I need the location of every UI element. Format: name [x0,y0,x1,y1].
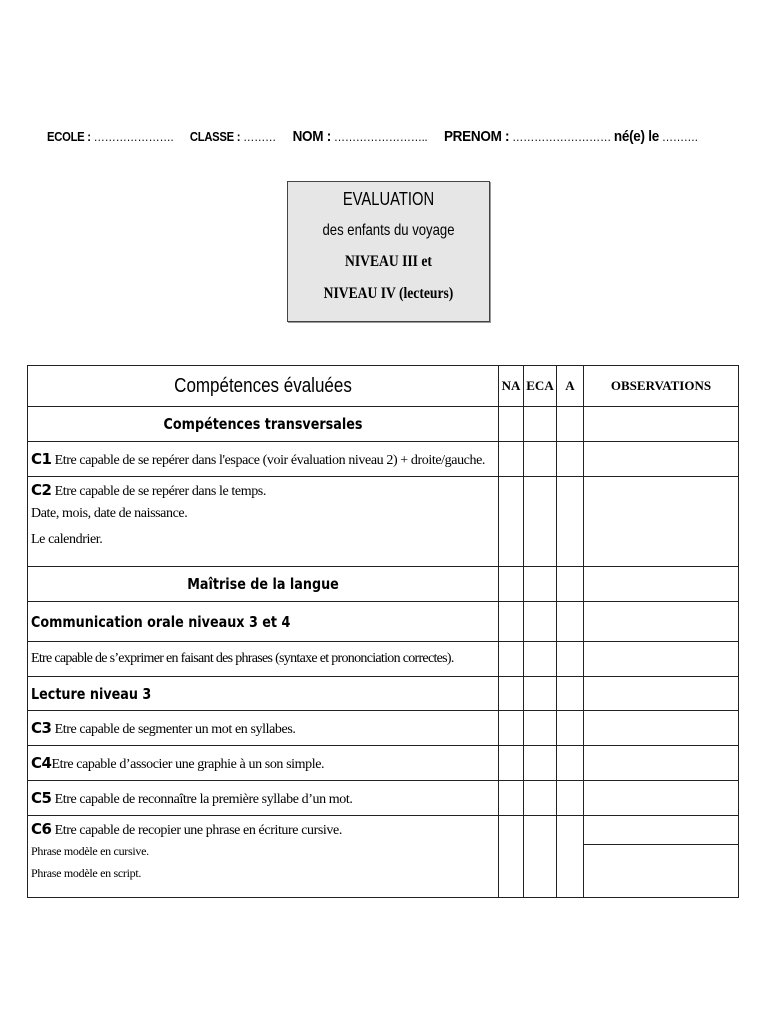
na-cell[interactable] [499,477,524,567]
competence-detail: Phrase modèle en script. [31,866,142,880]
eca-cell[interactable] [524,642,557,677]
observations-cell[interactable] [584,642,739,677]
section-title-transversales: Compétences transversales [163,415,363,433]
evaluation-title-box [287,181,490,322]
observations-cell[interactable] [584,781,739,816]
eca-cell[interactable] [524,407,557,442]
eca-cell[interactable] [524,677,557,711]
a-cell[interactable] [557,677,584,711]
title-line-3: NIVEAU III et [345,253,432,270]
observations-cell[interactable] [584,442,739,477]
competence-text: Etre capable de se repérer dans le temps. [54,484,266,499]
competence-text: Etre capable de se repérer dans l'espace (voir évaluation niveau 2) + droite/gauche. [54,452,485,468]
subsection-row [28,677,739,711]
classe-label: CLASSE : [189,130,241,144]
competence-text: Etre capable de segmenter un mot en syllabes. [54,721,296,737]
eca-cell[interactable] [524,711,557,746]
na-cell[interactable] [499,442,524,477]
nom-field[interactable]: …………………….. [333,130,428,144]
table-row [28,746,739,781]
table-row [28,816,739,898]
observations-cell[interactable] [584,407,739,442]
observations-cell[interactable] [584,711,739,746]
na-cell[interactable] [499,677,524,711]
a-cell[interactable] [557,746,584,781]
table-header-row [28,366,739,407]
classe-field[interactable]: ……… [243,130,277,144]
observations-divider [584,816,738,845]
eca-cell[interactable] [524,567,557,602]
prenom-label: PRENOM : [443,128,510,145]
a-cell[interactable] [557,642,584,677]
student-info-line [47,128,698,148]
na-cell[interactable] [499,642,524,677]
competence-text: Etre capable de recopier une phrase en écriture cursive. [54,823,342,838]
table-row [28,781,739,816]
competence-text: Etre capable de reconnaître la première syllabe d’un mot. [54,791,353,807]
title-line-4: NIVEAU IV (lecteurs) [323,285,454,302]
subsection-title-communication: Communication orale niveaux 3 et 4 [31,612,291,631]
observations-header: OBSERVATIONS [610,378,712,393]
birthdate-field[interactable]: ………. [661,130,698,144]
a-cell[interactable] [557,407,584,442]
na-cell[interactable] [499,711,524,746]
a-cell[interactable] [557,602,584,642]
section-title-langue: Maîtrise de la langue [187,575,339,593]
competence-code: C5 [31,788,52,807]
na-cell[interactable] [499,407,524,442]
eca-cell[interactable] [524,442,557,477]
eca-cell[interactable] [524,781,557,816]
ecole-field[interactable]: …………………. [93,130,174,144]
nom-label: NOM : [292,128,331,145]
ecole-label: ECOLE : [47,130,91,144]
competence-code: C1 [31,449,52,468]
competence-code: C6 [31,820,52,838]
table-row [28,442,739,477]
observations-cell[interactable] [584,677,739,711]
competence-text: Etre capable de s’exprimer en faisant des phrases (syntaxe et prononciation correctes). [31,651,454,666]
birthdate-label: né(e) le [613,128,659,145]
a-cell[interactable] [557,816,584,898]
na-cell[interactable] [499,602,524,642]
eca-cell[interactable] [524,816,557,898]
table-row [28,711,739,746]
competence-code: C2 [31,481,52,499]
a-header: A [565,378,575,393]
eca-header: ECA [526,378,554,393]
subsection-title-lecture: Lecture niveau 3 [31,684,152,703]
competence-detail: Le calendrier. [31,532,103,547]
observations-cell[interactable] [584,816,739,898]
title-line-2: des enfants du voyage [322,222,455,239]
a-cell[interactable] [557,711,584,746]
eca-cell[interactable] [524,602,557,642]
competence-code: C4 [31,753,52,772]
observations-cell[interactable] [584,746,739,781]
a-cell[interactable] [557,567,584,602]
observations-cell[interactable] [584,477,739,567]
competence-detail: Phrase modèle en cursive. [31,844,149,858]
na-cell[interactable] [499,746,524,781]
na-cell[interactable] [499,567,524,602]
na-cell[interactable] [499,781,524,816]
observations-cell[interactable] [584,602,739,642]
section-row [28,407,739,442]
competences-header: Compétences évaluées [174,374,352,397]
competence-code: C3 [31,718,52,737]
section-row [28,567,739,602]
competences-table [27,365,739,898]
competence-text: Etre capable d’associer une graphie à un son simple. [51,756,325,772]
eca-cell[interactable] [524,477,557,567]
table-row [28,477,739,567]
eca-cell[interactable] [524,746,557,781]
competence-detail: Date, mois, date de naissance. [31,506,188,521]
a-cell[interactable] [557,477,584,567]
a-cell[interactable] [557,781,584,816]
table-row [28,642,739,677]
na-cell[interactable] [499,816,524,898]
na-header: NA [501,378,521,393]
prenom-field[interactable]: ……………………… [512,130,611,144]
a-cell[interactable] [557,442,584,477]
subsection-row [28,602,739,642]
title-line-1: EVALUATION [342,189,435,209]
observations-cell[interactable] [584,567,739,602]
